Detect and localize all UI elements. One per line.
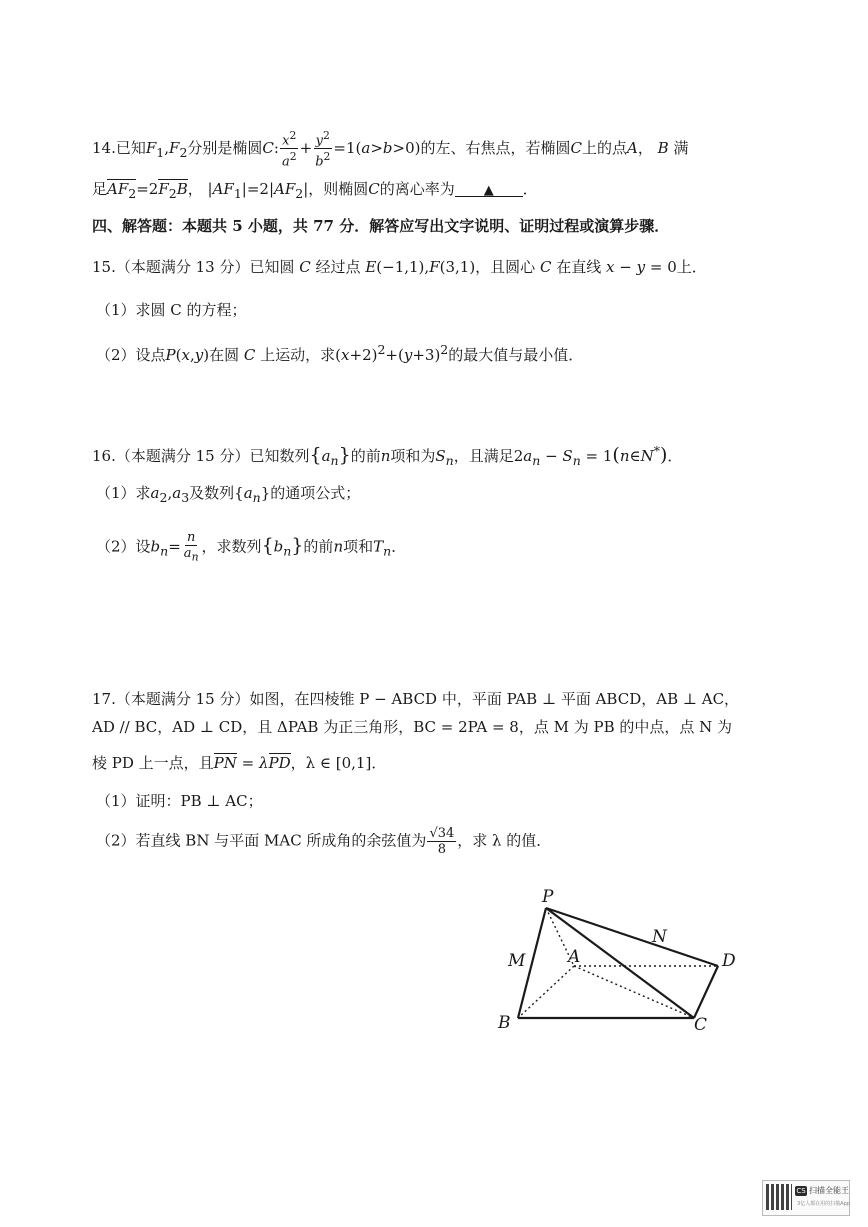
edge-AB [518, 966, 574, 1018]
q17-text: ，求 λ 的值． [457, 831, 552, 850]
q14-line2: 足$AF_2=2F_2B$， $|AF_1|=2|AF_2|$，则椭圆C的离心率为 ▲ ． [92, 180, 538, 201]
q16-text: 16.（本题满分 15 分）已知数列 [92, 447, 310, 465]
q15-text: 上运动，求 [260, 346, 336, 364]
q17-part1: （1）证明：PB ⊥ AC； [96, 792, 263, 810]
q16-text: ． [667, 447, 683, 465]
label-N: N [652, 927, 667, 947]
q14-text: 14.已知 [92, 138, 146, 157]
label-M: M [508, 951, 526, 971]
q17-text: 棱 PD 上一点，且 [92, 754, 214, 772]
q16-text: 及数列 [189, 484, 235, 502]
q15-text: 15.（本题满分 13 分）已知圆 [92, 258, 295, 276]
q15-text: 经过点 [315, 258, 361, 276]
q14-text: 足 [92, 180, 108, 198]
label-D: D [722, 951, 736, 971]
q14-text: 分别是椭圆 [187, 138, 263, 157]
q15-stem: 15.（本题满分 13 分）已知圆 C 经过点 E(−1,1),F(3,1)，且圆心 C 在直线 x − y = 0上． [92, 258, 707, 276]
q17-text: ，λ ∈ [0,1]． [290, 754, 387, 772]
q17-line1: 17.（本题满分 15 分）如图，在四棱锥 P − ABCD 中，平面 PAB ⊥ 平面 ABCD，AB ⊥ AC， [92, 690, 740, 708]
q15-text: 在圆 [209, 346, 240, 364]
scanner-subtitle: 3亿人都在用的扫描App [797, 1201, 850, 1207]
triangle-icon: ▲ [483, 183, 494, 198]
scanner-title: 扫描全能王 [809, 1186, 849, 1195]
label-B: B [498, 1013, 511, 1033]
q16-text: 项和为 [390, 447, 436, 465]
q15-part1: （1）求圆 C 的方程； [96, 301, 247, 319]
q15-text: 在直线 [556, 258, 602, 276]
q17-line2: AD // BC，AD ⊥ CD，且 ΔPAB 为正三角形，BC = 2PA = 8，点 M 为 PB 的中点，点 N 为 [92, 718, 733, 736]
q16-part2: （2）设$b_n=$ $\frac{n}{a_n}$ ，求数列$\{b_n\}$的前n项和$T_n$． [96, 530, 407, 564]
pyramid-figure [490, 880, 750, 1040]
edge-CD [694, 966, 718, 1018]
answer-blank [455, 178, 523, 197]
q14-text: 的离心率为 [379, 180, 455, 198]
cs-logo-icon: CS [796, 1187, 806, 1195]
q17-line3: 棱 PD 上一点，且PN = λPD，λ ∈ [0,1]． [92, 754, 387, 772]
q16-text: ． [391, 537, 407, 556]
q16-text: ，求数列 [201, 537, 262, 556]
q16-part1: （1）求$a_2,a_3$及数列$\{a_n\}$的通项公式； [96, 484, 361, 505]
q17-text: （2）若直线 BN 与平面 MAC 所成角的余弦值为 [96, 831, 427, 850]
q16-text: 项和 [343, 537, 374, 556]
q15-text: 上． [676, 258, 707, 276]
label-P: P [542, 887, 554, 907]
q14-line1: 14.已知$F_1,F_2$分别是椭圆C: $\frac{x^2}{a^2}$ + $\frac{y^2}{b^2}$ =1(a>b>0)的左、右焦点，若椭圆C上的点A， B 满 [92, 129, 689, 170]
q15-text: ，且圆心 [475, 258, 536, 276]
section-heading: 四、解答题：本题共 5 小题，共 77 分．解答应写出文字说明、证明过程或演算步骤． [92, 217, 670, 235]
q16-text: 的前 [303, 537, 334, 556]
q14-text: 满 [673, 138, 689, 157]
q16-text: ，且满足 [453, 447, 514, 465]
q15-part2: （2）设点P(x,y)在圆 C 上运动，求$(x+2)^2+(y+3)^2$的最大值与最小值． [96, 342, 584, 364]
scanner-watermark [762, 1180, 850, 1216]
label-A: A [568, 947, 581, 967]
fraction-n-an: $\frac{n}{a_n}$ [183, 530, 199, 564]
q14-text: 上的点 [581, 138, 627, 157]
q15-text: （2）设点 [96, 346, 166, 364]
q14-text: 的左、右焦点，若椭圆 [420, 138, 571, 157]
fraction-sqrt34-8: $\frac{√34}{8}$ [429, 826, 455, 857]
q16-text: 的前 [350, 447, 381, 465]
q16-stem: 16.（本题满分 15 分）已知数列$\{a_n\}$的前n项和为$S_n$，且满足$2a_n - S_n$ = 1(n∈N*)． [92, 443, 683, 468]
q14-text: ，则椭圆 [308, 180, 369, 198]
qr-code-icon [766, 1184, 792, 1210]
q16-text: 的通项公式； [270, 484, 361, 502]
q16-text: （1）求 [96, 484, 151, 502]
label-C: C [694, 1015, 708, 1035]
q15-text: 的最大值与最小值． [448, 346, 584, 364]
fraction-x2-a2: $\frac{x^2}{a^2}$ [281, 129, 297, 170]
fraction-y2-b2: $\frac{y^2}{b^2}$ [315, 129, 331, 170]
q16-text: （2）设 [96, 537, 151, 556]
q17-part2 [96, 826, 551, 857]
